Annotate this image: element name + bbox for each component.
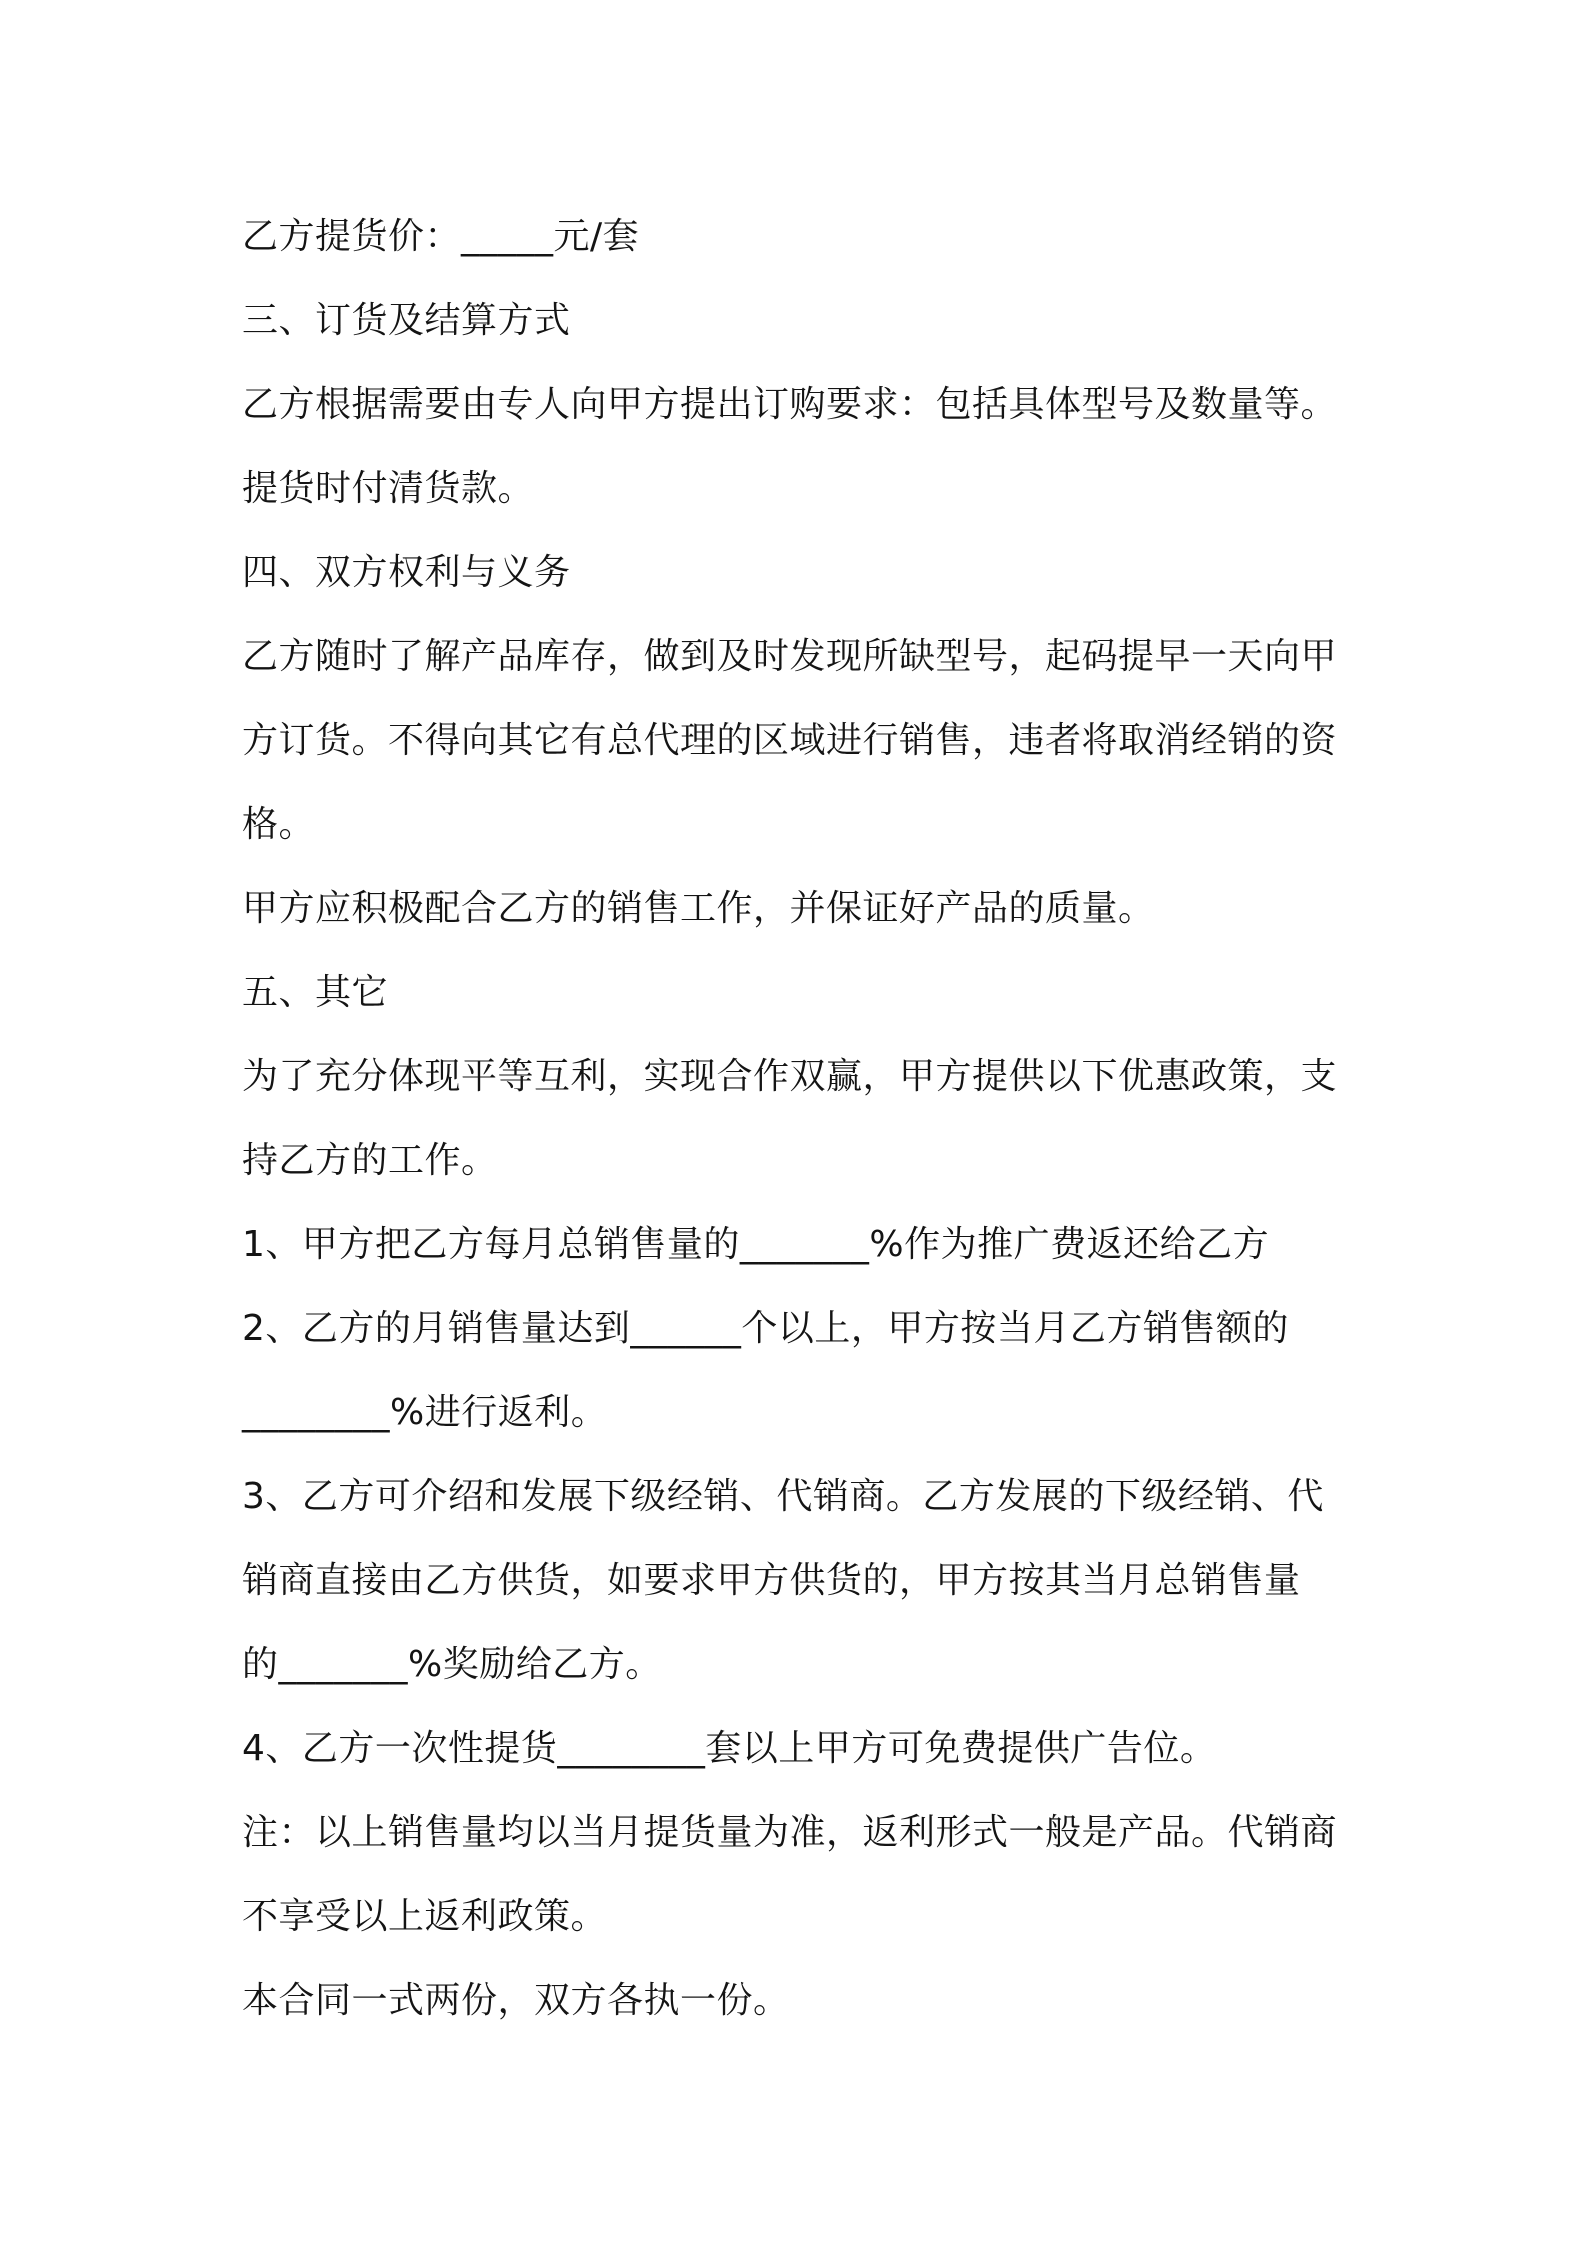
section-five-heading: 五、其它	[242, 972, 389, 1013]
policy-intro-line: 为了充分体现平等互利，实现合作双赢，甲方提供以下优惠政策，支	[242, 1056, 1338, 1097]
copies-clause-line: 本合同一式两份，双方各执一份。	[242, 1980, 790, 2021]
rights-paragraph-line: 方订货。不得向其它有总代理的区域进行销售，违者将取消经销的资	[242, 720, 1338, 761]
policy-item-3: 3、乙方可介绍和发展下级经销、代销商。乙方发展的下级经销、代	[242, 1476, 1324, 1517]
ordering-paragraph-line: 提货时付清货款。	[242, 468, 535, 509]
section-three-heading: 三、订货及结算方式	[242, 300, 571, 341]
policy-intro-line: 持乙方的工作。	[242, 1140, 498, 1181]
policy-item-4: 4、乙方一次性提货________套以上甲方可免费提供广告位。	[242, 1728, 1217, 1769]
note-line: 不享受以上返利政策。	[242, 1896, 608, 1937]
section-four-heading: 四、双方权利与义务	[242, 552, 571, 593]
ordering-paragraph-line: 乙方根据需要由专人向甲方提出订购要求：包括具体型号及数量等。	[242, 384, 1338, 425]
policy-item-2: 2、乙方的月销售量达到______个以上，甲方按当月乙方销售额的	[242, 1308, 1289, 1349]
rights-paragraph-line: 乙方随时了解产品库存，做到及时发现所缺型号，起码提早一天向甲	[242, 636, 1338, 677]
policy-item-3-continued: 的_______%奖励给乙方。	[242, 1644, 662, 1685]
document-body	[242, 195, 1362, 2043]
note-line: 注：以上销售量均以当月提货量为准，返利形式一般是产品。代销商	[242, 1812, 1338, 1853]
policy-item-2-continued: ________%进行返利。	[242, 1392, 608, 1433]
policy-item-1: 1、甲方把乙方每月总销售量的_______%作为推广费返还给乙方	[242, 1224, 1270, 1265]
rights-paragraph-line: 格。	[242, 804, 316, 845]
policy-item-3-continued: 销商直接由乙方供货，如要求甲方供货的，甲方按其当月总销售量	[242, 1560, 1301, 1601]
party-a-obligation-line: 甲方应积极配合乙方的销售工作，并保证好产品的质量。	[242, 888, 1155, 929]
buyer-price-line: 乙方提货价：_____元/套	[242, 216, 640, 257]
